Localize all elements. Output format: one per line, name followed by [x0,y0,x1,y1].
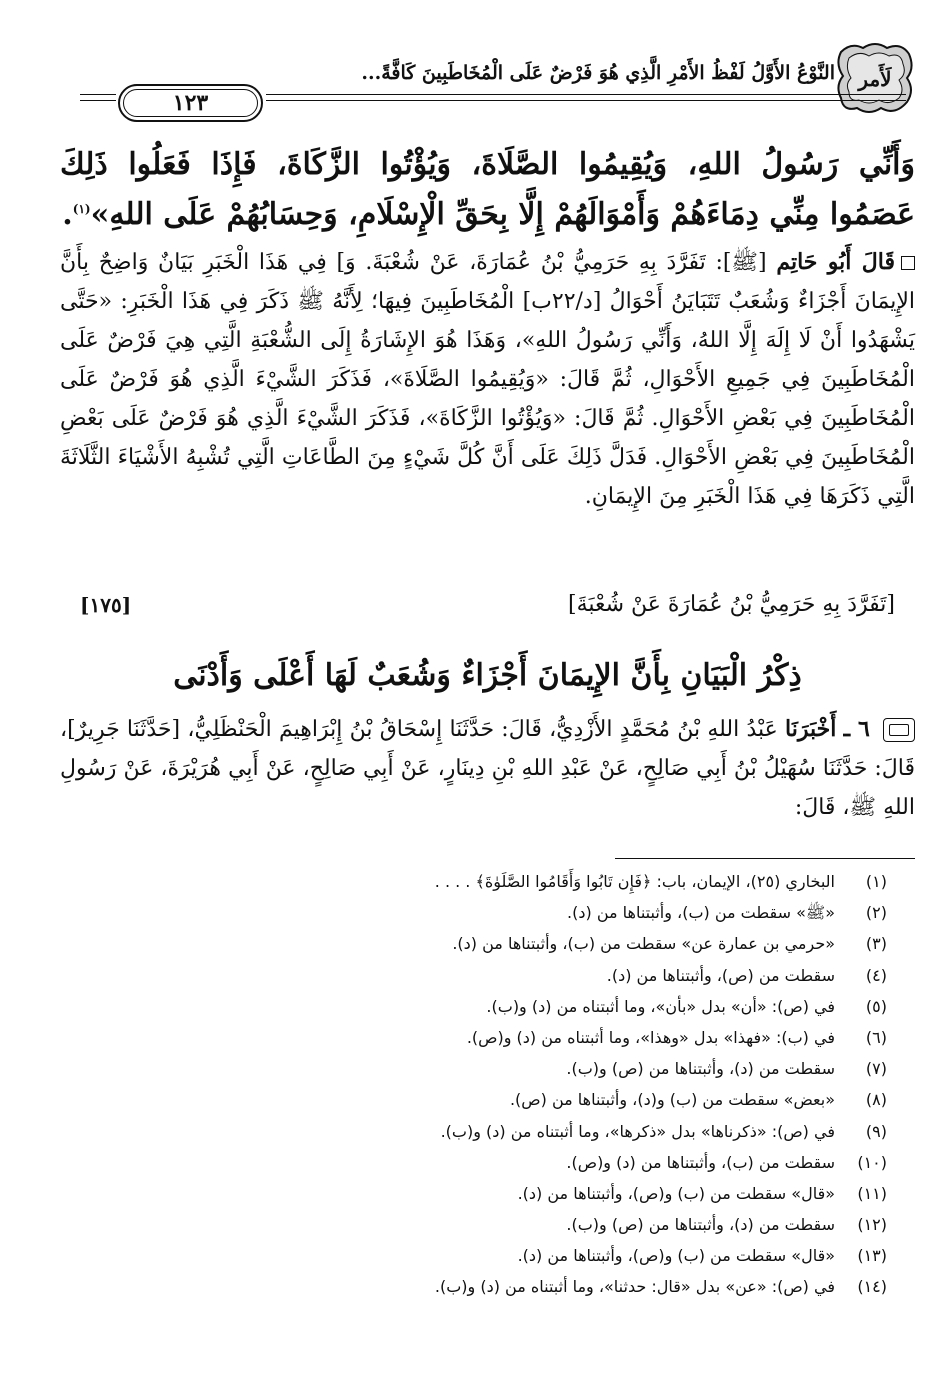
abu-hatim-lead: قَالَ أَبُو حَاتِم [776,249,895,275]
hadith-marker-icon [883,718,915,742]
header-rule-left-2 [80,100,116,101]
footnote-item: (١٠) سقطت من (ب)، وأثبتناها من (د) و(ص). [566,1152,887,1172]
page-number-badge [118,84,263,122]
page-number: ١٢٣ [172,90,209,116]
footnote-item: (٢) «ﷺ» سقطت من (ب)، وأثبتناها من (د). [567,903,887,923]
footnote-item: (١) البخاري (٢٥)، الإيمان، باب: ﴿فَإِن تَابُوا وَأَقَامُوا الصَّلَوٰةَ﴾ . . . . [434,872,887,891]
ornament-text: لَأَمر [858,67,892,91]
header-rule-right [266,94,906,95]
footnote-item: (٦) في (ب): «فهذا» بدل «وهذا»، وما أثبتناه من (د) و(ص). [466,1027,887,1047]
tafarrud-line [60,585,915,625]
footnote-item: (١٢) سقطت من (د)، وأثبتناها من (ص) و(ب). [566,1215,887,1235]
abu-hatim-paragraph [60,243,915,516]
header-rule-right-2 [266,100,906,101]
hadith-continuation: وَأَنِّي رَسُولُ اللهِ، وَيُقِيمُوا الصَّلَاةَ، وَيُؤْتُوا الزَّكَاةَ، فَإِذَا فَعَلُوا ذَلِكَ عَصَمُوا مِنِّي دِمَاءَهُمْ وَأَمْوَالَهُمْ إِلَّا بِحَقِّ الْإِسْلَامِ، وَحِسَابُهُمْ عَلَى اللهِ»$^{(١)}$. [60,147,915,232]
footnote-item: (٨) «بعض» سقطت من (ب) و(د)، وأثبتناها من (ص). [509,1090,887,1110]
footnote-item: (١١) «قال» سقطت من (ب) و(ص)، وأثبتناها من (د). [517,1183,887,1203]
abu-hatim-text: [ﷺ]: تَفَرَّدَ بِهِ حَرَمِيُّ بْنُ عُمَارَةَ، عَنْ شُعْبَةَ. وَ] فِي هَذَا الْخَبَرِ بَيَانٌ وَاضِحٌ بِأَنَّ الإِيمَانَ أَجْزَاءٌ وَشُعَبٌ تَتَبَايَنُ أَحْوَالُ [د/٢٢ب] الْمُخَاطَبِينَ فِيهَا؛ لِأَنَّهُ ﷺ ذَكَرَ فِي هَذَا الْخَبَرِ: «حَتَّى يَشْهَدُوا أَنْ لَا إِلَهَ إِلَّا اللهُ، وَأَنِّي رَسُولُ اللهِ»، وَهَذَا هُوَ الإِشَارَةُ إِلَى الشُّعْبَةِ الَّتِي هِيَ فَرْضٌ عَلَى الْمُخَاطَبِينَ فِي جَمِيعِ الأَحْوَالِ، ثُمَّ قَالَ: «وَيُقِيمُوا الصَّلَاةَ»، فَذَكَرَ الشَّيْءَ الَّذِي هُوَ فَرْضٌ عَلَى الْمُخَاطَبِينَ فِي بَعْضِ الأَحْوَالِ. ثُمَّ قَالَ: «وَيُؤْتُوا الزَّكَاةَ»، فَذَكَرَ الشَّيْءَ الَّذِي هُوَ فَرْضٌ عَلَى بَعْضِ الْمُخَاطَبِينَ فِي بَعْضِ الأَحْوَالِ. فَدَلَّ ذَلِكَ عَلَى أَنَّ كُلَّ شَيْءٍ مِنَ الطَّاعَاتِ الَّتِي تُشْبِهُ الأَشْيَاءَ الثَّلَاثَةَ الَّتِي ذَكَرَهَا فِي هَذَا الْخَبَرِ مِنَ الإِيمَانِ. [60,250,915,509]
hadith-number: ٦ ـ [843,716,870,742]
footnote-item: (١٤) في (ص): «عن» بدل «قال: حدثنا»، وما أثبتناه من (د) و(ب). [434,1277,887,1297]
footnote-item: (٣) «حرمي بن عمارة عن» سقطت من (ب)، وأثبتناها من (د). [452,934,887,954]
footnote-item: (١٣) «قال» سقطت من (ب) و(ص)، وأثبتناها من (د). [517,1246,887,1266]
tafarrud-note: [تَفَرَّدَ بِهِ حَرَمِيُّ بْنُ عُمَارَةَ عَنْ شُعْبَةَ] [567,592,895,617]
running-title: النَّوْعُ الأَوَّلُ لَفْظُ الأَمْرِ الَّذِي هُوَ فَرْضٌ عَلَى الْمُخَاطَبِينَ كَافَّةً... [361,62,835,84]
paragraph-marker-icon [901,256,915,270]
hadith-continuation-text: وَأَنِّي رَسُولُ اللهِ، وَيُقِيمُوا الصَّلَاةَ، وَيُؤْتُوا الزَّكَاةَ، فَإِذَا فَعَلُوا ذَلِكَ عَصَمُوا مِنِّي دِمَاءَهُمْ وَأَمْوَالَهُمْ إِلَّا بِحَقِّ الْإِسْلَامِ، وَحِسَابُهُمْ عَلَى اللهِ» [60,147,915,232]
footnote-item: (٤) سقطت من (ص)، وأثبتناها من (د). [606,965,887,985]
header-rule-left [80,94,116,95]
hadith-lead: أَخْبَرَنَا [785,716,837,742]
page-header [70,38,915,118]
section-heading: ذِكْرُ الْبَيَانِ بِأَنَّ الإِيمَانَ أَجْزَاءٌ وَشُعَبٌ لَهَا أَعْلَى وَأَدْنَى [173,658,802,693]
footnotes-list [107,866,887,1303]
hadith-6-text: عَبْدُ اللهِ بْنُ مُحَمَّدٍ الأَزْدِيُّ، قَالَ: حَدَّثَنَا إِسْحَاقُ بْنُ إِبْرَاهِيمَ الْحَنْظَلِيُّ، [حَدَّثَنَا جَرِيرٌ]، قَالَ: حَدَّثَنَا سُهَيْلُ بْنُ أَبِي صَالِحٍ، عَنْ عَبْدِ اللهِ بْنِ دِينَارٍ، عَنْ أَبِي صَالِحٍ، عَنْ أَبِي هُرَيْرَةَ، عَنْ رَسُولِ اللهِ ﷺ، قَالَ: [60,717,915,820]
hadith-6-paragraph [60,710,915,827]
chapter-ornament-icon [835,38,915,118]
footnote-item: (٧) سقطت من (د)، وأثبتناها من (ص) و(ب). [566,1059,887,1079]
tafarrud-reference: [١٧٥] [80,593,132,617]
footnote-item: (٩) في (ص): «ذكرناها» بدل «ذكرها»، وما أثبتناه من (د) و(ب). [440,1121,887,1141]
footnote-item: (٥) في (ص): «أن» بدل «بأن»، وما أثبتناه من (د) و(ب). [486,996,887,1016]
footnote-separator [615,858,915,859]
